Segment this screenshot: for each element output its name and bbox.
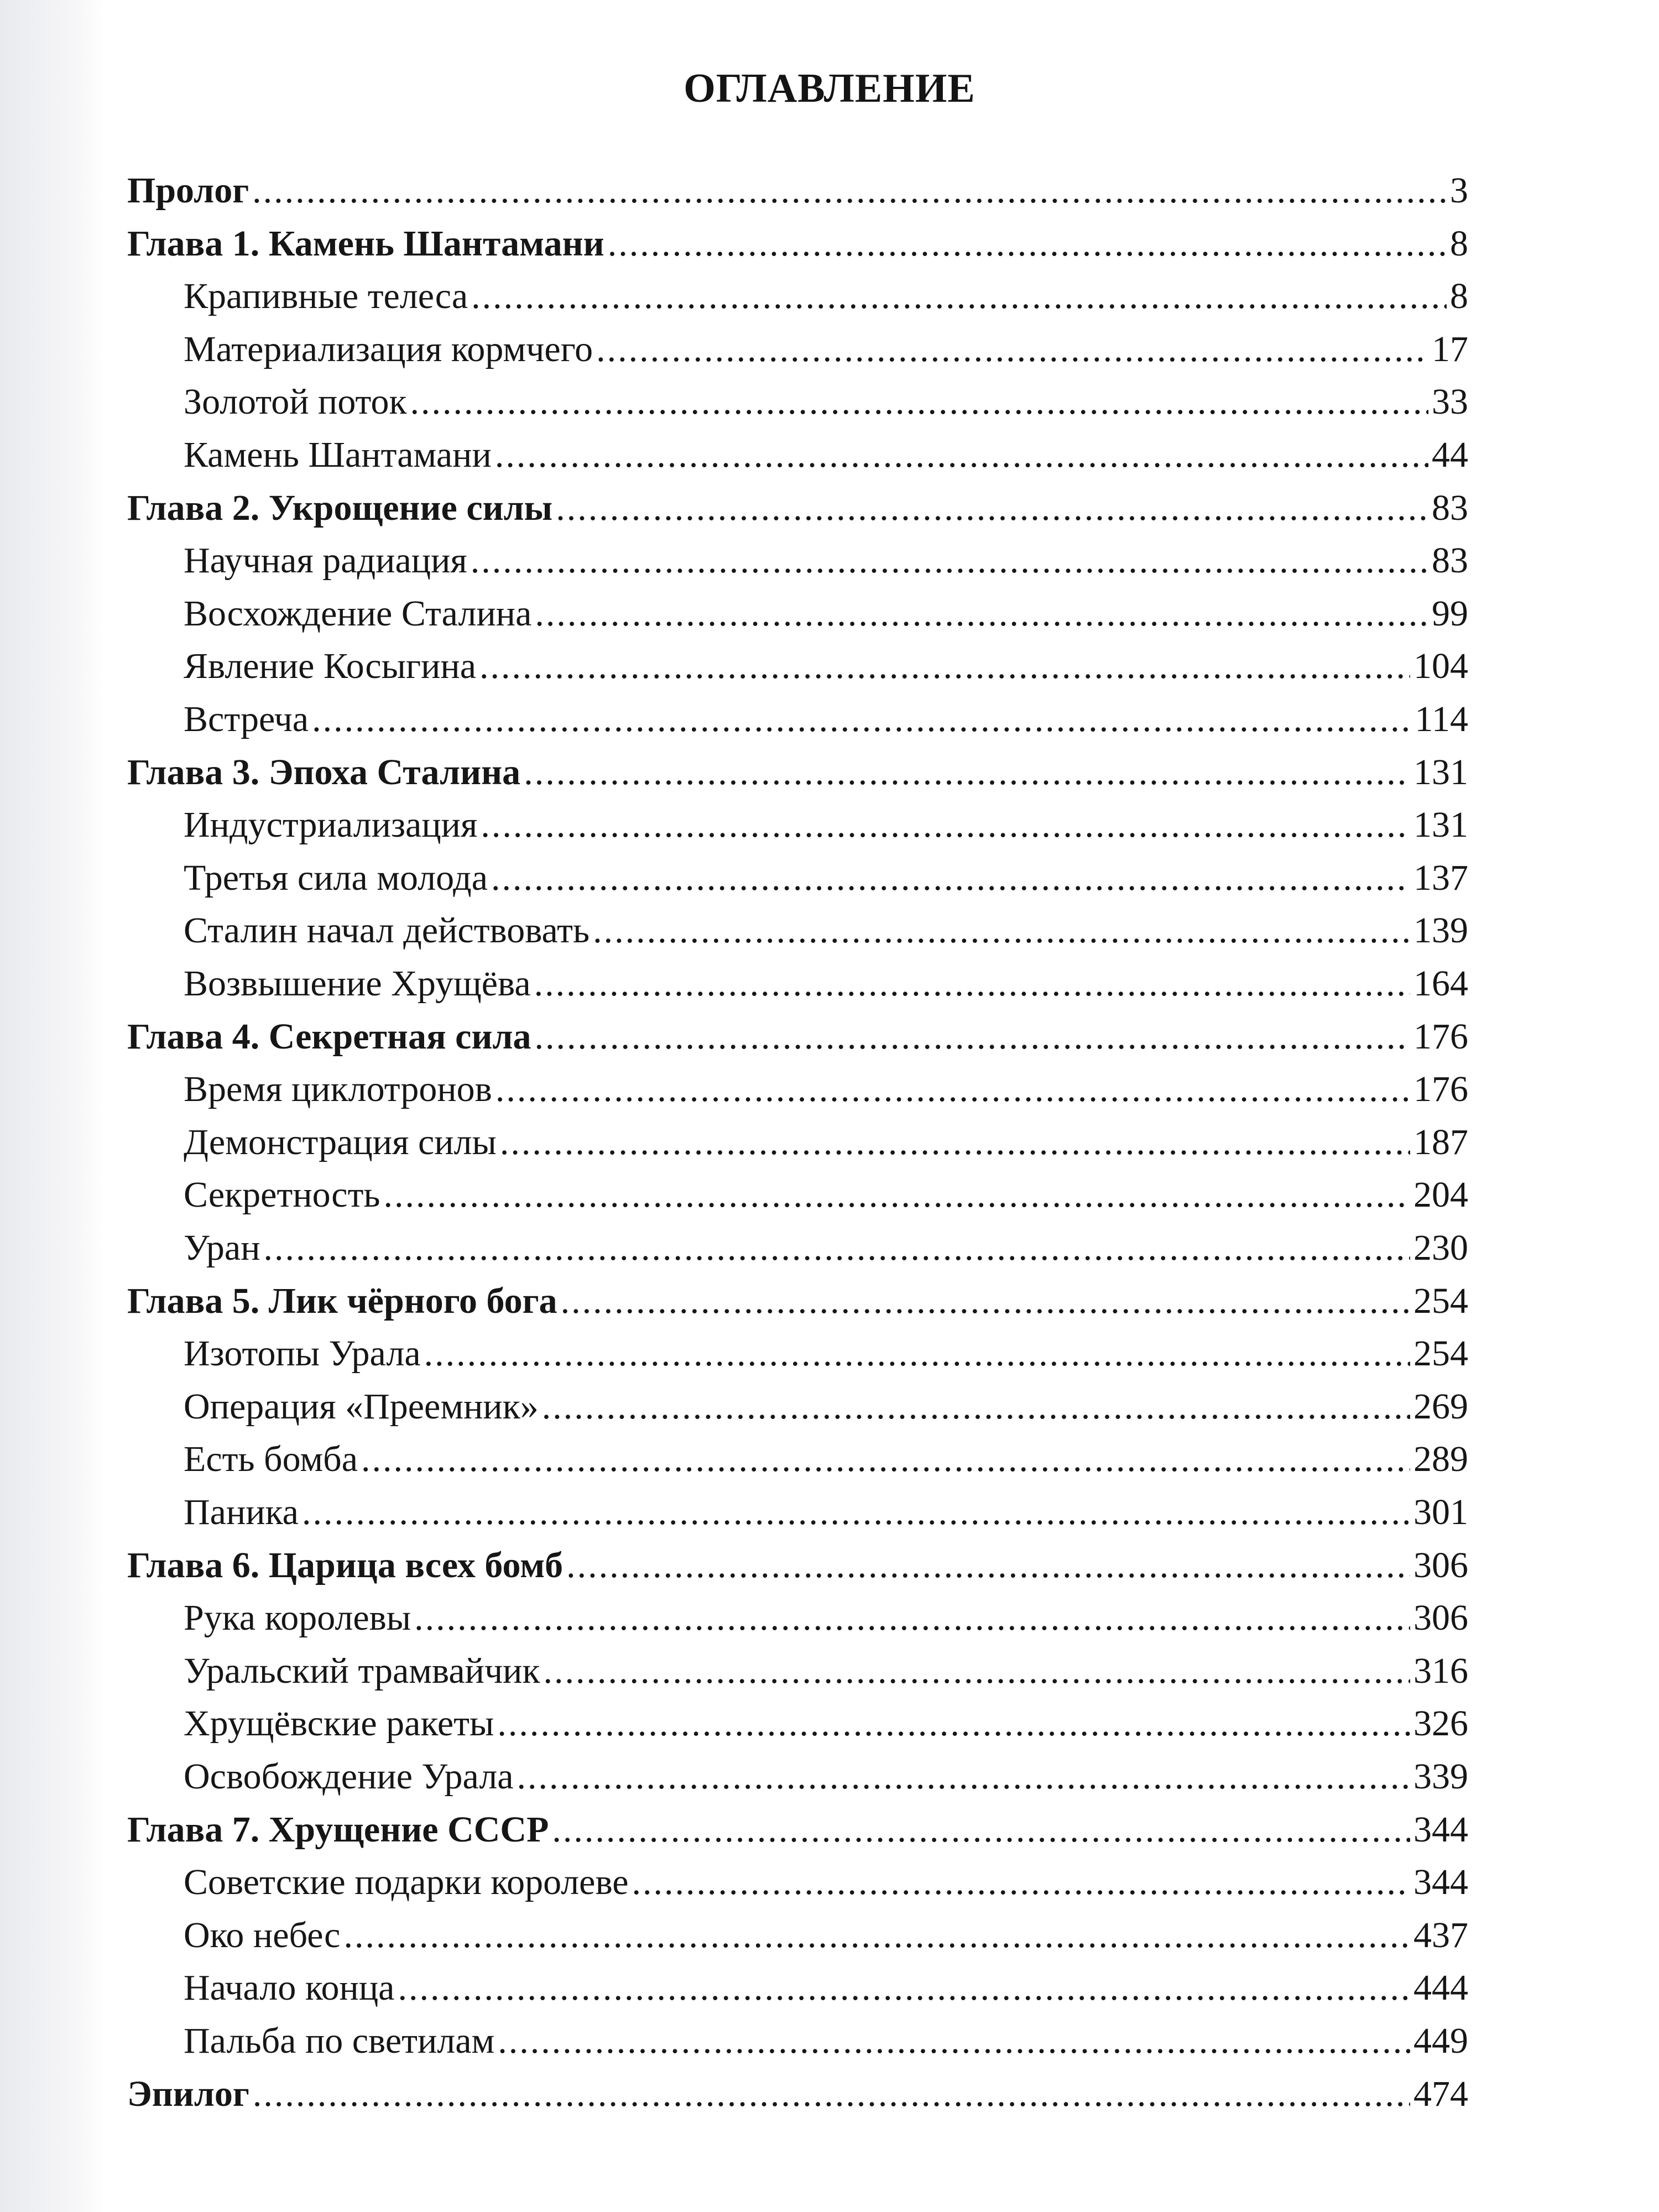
toc-entry-label: Пролог: [127, 170, 249, 211]
toc-page-number: 99: [1432, 593, 1468, 634]
toc-entry-label: Уральский трамвайчик: [184, 1651, 540, 1691]
toc-section-entry: [184, 430, 1468, 480]
toc-page-number: 131: [1413, 752, 1468, 792]
toc-section-entry: [184, 1434, 1468, 1484]
toc-page-number: 289: [1413, 1439, 1468, 1479]
toc-section-entry: [184, 959, 1468, 1009]
toc-page-number: 176: [1413, 1016, 1468, 1057]
dot-leader: [552, 1805, 1410, 1855]
toc-page-number: 339: [1413, 1756, 1468, 1797]
toc-page-number: 176: [1413, 1069, 1468, 1109]
toc-page-number: 316: [1413, 1651, 1468, 1691]
dot-leader: [561, 1276, 1410, 1326]
dot-leader: [481, 800, 1410, 850]
dot-leader: [544, 1646, 1410, 1696]
toc-section-entry: [184, 377, 1468, 427]
toc-chapter-entry: [127, 1276, 1468, 1326]
toc-section-entry: [184, 1752, 1468, 1802]
dot-leader: [535, 589, 1428, 639]
dot-leader: [517, 1752, 1410, 1802]
dot-leader: [264, 1223, 1410, 1273]
toc-entry-label: Хрущёвские ракеты: [184, 1703, 494, 1744]
toc-page-number: 83: [1432, 540, 1468, 581]
toc-page-number: 230: [1413, 1228, 1468, 1268]
dot-leader: [500, 1118, 1410, 1167]
dot-leader: [495, 1065, 1410, 1114]
toc-section-entry: [184, 1488, 1468, 1537]
dot-leader: [414, 1593, 1410, 1643]
toc-chapter-entry: [127, 1541, 1468, 1590]
dot-leader: [524, 748, 1410, 797]
toc-entry-label: Око небес: [184, 1915, 341, 1955]
toc-page-number: 131: [1413, 805, 1468, 845]
toc-section-entry: [184, 695, 1468, 744]
toc-section-entry: [184, 1646, 1468, 1696]
toc-page-number: 8: [1450, 276, 1468, 316]
toc-section-entry: [184, 1223, 1468, 1273]
toc-section-entry: [184, 1170, 1468, 1220]
toc-section-entry: [184, 325, 1468, 374]
toc-section-entry: [184, 641, 1468, 691]
toc-chapter-entry: [127, 483, 1468, 533]
toc-entry-label: Индустриализация: [184, 805, 478, 845]
dot-leader: [384, 1170, 1410, 1220]
dot-leader: [542, 1382, 1410, 1432]
toc-page-number: 114: [1415, 699, 1468, 739]
toc-entry-label: Глава 5. Лик чёрного бога: [127, 1281, 557, 1321]
toc-entry-label: Рука королевы: [184, 1598, 411, 1638]
toc-page-number: 306: [1413, 1545, 1468, 1585]
toc-page-number: 164: [1413, 963, 1468, 1004]
dot-leader: [398, 1963, 1410, 2013]
toc-chapter-entry: [127, 2069, 1468, 2119]
toc-page-number: 3: [1450, 170, 1468, 211]
toc-chapter-entry: [127, 1805, 1468, 1855]
toc-section-entry: [184, 1118, 1468, 1167]
dot-leader: [632, 1858, 1410, 1907]
toc-section-entry: [184, 536, 1468, 586]
toc-page-number: 8: [1450, 223, 1468, 264]
toc-entry-label: Глава 3. Эпоха Сталина: [127, 752, 521, 792]
toc-section-entry: [184, 272, 1468, 321]
toc-page-number: 104: [1413, 646, 1468, 686]
dot-leader: [253, 2069, 1410, 2119]
toc-page-number: 204: [1413, 1175, 1468, 1215]
toc-entry-label: Встреча: [184, 699, 309, 739]
toc-page-number: 137: [1413, 858, 1468, 898]
dot-leader: [343, 1911, 1410, 1960]
toc-page-number: 44: [1432, 435, 1468, 475]
toc-entry-label: Камень Шантамани: [184, 435, 492, 475]
toc-page-number: 17: [1432, 329, 1468, 369]
dot-leader: [593, 906, 1410, 956]
toc-entry-label: Крапивные телеса: [184, 276, 468, 316]
toc-entry-label: Уран: [184, 1228, 260, 1268]
toc-entry-label: Восхождение Сталина: [184, 593, 532, 634]
toc-entry-label: Возвышение Хрущёва: [184, 963, 531, 1004]
toc-entry-label: Золотой поток: [184, 382, 407, 422]
dot-leader: [498, 2016, 1410, 2066]
toc-chapter-entry: [127, 748, 1468, 797]
toc-entry-label: Научная радиация: [184, 540, 467, 581]
dot-leader: [596, 325, 1428, 374]
toc-chapter-entry: [127, 1012, 1468, 1062]
dot-leader: [312, 695, 1411, 744]
toc-entry-label: Начало конца: [184, 1968, 395, 2008]
dot-leader: [424, 1329, 1410, 1379]
toc-page-number: 269: [1413, 1386, 1468, 1427]
toc-entry-label: Глава 2. Укрощение силы: [127, 488, 553, 528]
page-title: ОГЛАВЛЕНИЕ: [684, 66, 975, 111]
toc-section-entry: [184, 1699, 1468, 1749]
toc-section-entry: [184, 1911, 1468, 1960]
toc-page-number: 326: [1413, 1703, 1468, 1744]
toc-entry-label: Секретность: [184, 1175, 380, 1215]
toc-page-number: 254: [1413, 1333, 1468, 1374]
toc-page-number: 437: [1413, 1915, 1468, 1955]
toc-entry-label: Глава 1. Камень Шантамани: [127, 223, 604, 264]
dot-leader: [410, 377, 1428, 427]
dot-leader: [471, 272, 1447, 321]
toc-chapter-entry: [127, 219, 1468, 269]
toc-page-number: 33: [1432, 382, 1468, 422]
toc-section-entry: [184, 589, 1468, 639]
dot-leader: [556, 483, 1428, 533]
toc-entry-label: Демонстрация силы: [184, 1122, 497, 1162]
toc-entry-label: Явление Косыгина: [184, 646, 476, 686]
toc-section-entry: [184, 1382, 1468, 1432]
toc-page-number: 344: [1413, 1862, 1468, 1902]
toc-entry-label: Советские подарки королеве: [184, 1862, 629, 1902]
toc-page-number: 301: [1413, 1492, 1468, 1532]
toc-entry-label: Операция «Преемник»: [184, 1386, 539, 1427]
toc-entry-label: Материализация кормчего: [184, 329, 593, 369]
dot-leader: [608, 219, 1447, 269]
toc-entry-label: Эпилог: [127, 2074, 249, 2114]
toc-entry-label: Изотопы Урала: [184, 1333, 421, 1374]
toc-entry-label: Сталин начал действовать: [184, 910, 590, 951]
dot-leader: [495, 430, 1428, 480]
toc-section-entry: [184, 1593, 1468, 1643]
dot-leader: [491, 853, 1410, 903]
toc-section-entry: [184, 1329, 1468, 1379]
toc-section-entry: [184, 853, 1468, 903]
dot-leader: [479, 641, 1410, 691]
toc-entry-label: Глава 7. Хрущение СССР: [127, 1809, 549, 1850]
toc-page-number: 139: [1413, 910, 1468, 951]
toc-chapter-entry: [127, 166, 1468, 216]
dot-leader: [471, 536, 1428, 586]
toc-page-number: 449: [1413, 2021, 1468, 2061]
toc-section-entry: [184, 1065, 1468, 1114]
toc-entry-label: Глава 6. Царица всех бомб: [127, 1545, 564, 1585]
toc-entry-label: Третья сила молода: [184, 858, 488, 898]
toc-section-entry: [184, 1963, 1468, 2013]
toc-section-entry: [184, 2016, 1468, 2066]
toc-page-number: 344: [1413, 1809, 1468, 1850]
toc-section-entry: [184, 906, 1468, 956]
toc-page-number: 254: [1413, 1281, 1468, 1321]
toc-page-number: 187: [1413, 1122, 1468, 1162]
dot-leader: [566, 1541, 1410, 1590]
dot-leader: [534, 959, 1410, 1009]
toc-page-number: 444: [1413, 1968, 1468, 2008]
dot-leader: [302, 1488, 1410, 1537]
toc-page-number: 83: [1432, 488, 1468, 528]
toc-section-entry: [184, 1858, 1468, 1907]
toc-page-number: 474: [1413, 2074, 1468, 2114]
toc-entry-label: Есть бомба: [184, 1439, 358, 1479]
toc-entry-label: Время циклотронов: [184, 1069, 492, 1109]
toc-page-number: 306: [1413, 1598, 1468, 1638]
toc-entry-label: Паника: [184, 1492, 299, 1532]
toc-entry-label: Освобождение Урала: [184, 1756, 514, 1797]
toc-entry-label: Глава 4. Секретная сила: [127, 1016, 531, 1057]
dot-leader: [361, 1434, 1410, 1484]
toc-entry-label: Пальба по светилам: [184, 2021, 495, 2061]
dot-leader: [535, 1012, 1410, 1062]
toc-section-entry: [184, 800, 1468, 850]
dot-leader: [252, 166, 1447, 216]
dot-leader: [497, 1699, 1410, 1749]
